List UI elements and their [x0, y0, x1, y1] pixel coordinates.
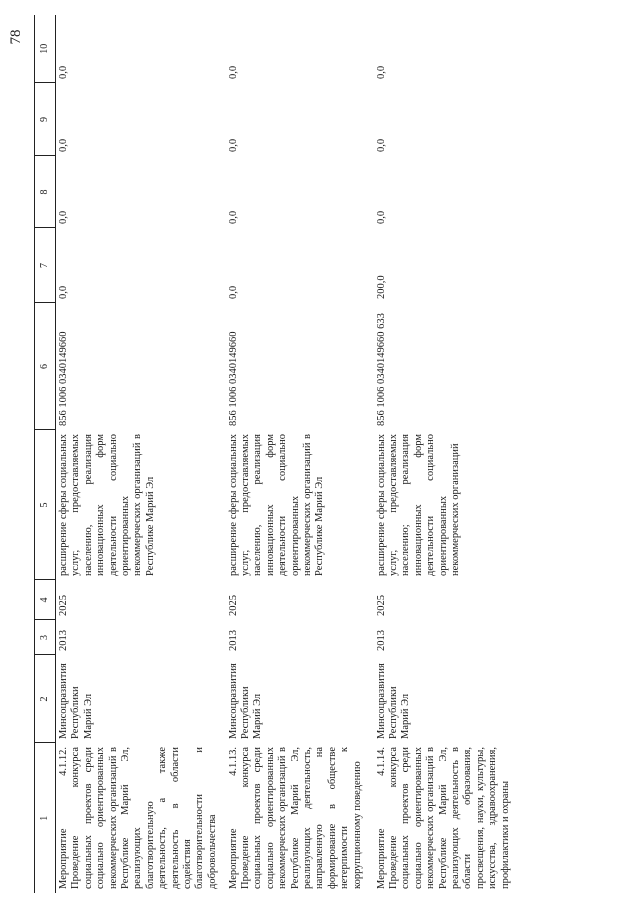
event-cell: Мероприятие 4.1.14. Проведение конкурса социальных проектов среди социально ориентированных некоммерческих организаций в Республике Марий Эл, реализующих деятельность в области образования, просвещения, науки, культуры, искусства, здравоохранения, профилактики и охраны — [375, 747, 511, 889]
value-cell-8: 0,0 — [375, 210, 387, 224]
end-year-cell: 2025 — [227, 595, 239, 616]
table-row — [374, 15, 514, 893]
col-header-9: 9 — [35, 83, 56, 156]
end-year-cell: 2025 — [375, 595, 387, 616]
value-cell-7: 0,0 — [227, 285, 239, 299]
page-number: 78 — [8, 29, 24, 45]
start-year-cell: 2013 — [227, 630, 239, 651]
col-header-3: 3 — [35, 620, 56, 655]
col-header-1: 1 — [35, 743, 56, 893]
value-cell-10: 0,0 — [375, 65, 387, 79]
table-row — [226, 15, 374, 893]
value-cell-9: 0,0 — [375, 138, 387, 152]
budget-code-cell: 856 1006 0340149660 — [58, 331, 69, 426]
column-number-row — [35, 15, 56, 893]
value-cell-10: 0,0 — [58, 65, 69, 79]
budget-code-cell: 856 1006 0340149660 — [227, 331, 239, 426]
expected-result-cell: расширение сферы социальных услуг, предоставляемых населению, реализация инновационных форм деятельности социально ориентированных некоммерческих организаций в Республике Марий Эл — [58, 434, 156, 576]
col-header-5: 5 — [35, 430, 56, 580]
program-events-table — [34, 15, 514, 893]
value-cell-9: 0,0 — [227, 138, 239, 152]
start-year-cell: 2013 — [375, 630, 387, 651]
start-year-cell: 2013 — [58, 630, 69, 651]
event-cell: Мероприятие 4.1.12. Проведение конкурса социальных проектов среди социально ориентированных некоммерческих организаций в Республике Марий Эл, реализующих благотворительную деятельность, а также деятельность в области содействия благотворительности и добровольчества — [58, 747, 218, 889]
value-cell-7: 200,0 — [375, 275, 387, 299]
executor-cell: Минсоцразвития Республики Марий Эл — [227, 663, 264, 739]
executor-cell: Минсоцразвития Республики Марий Эл — [375, 663, 412, 739]
event-cell: Мероприятие 4.1.13. Проведение конкурса социальных проектов среди социально ориентированных некоммерческих организаций в Республике Марий Эл, реализующих деятельность, направленную на формирование в обществе нетерпимости к коррупционному поведению — [227, 747, 363, 889]
expected-result-cell: расширение сферы социальных услуг, предоставляемых населению; реализация инновационных форм деятельности социально ориентированных некоммерческих организаций — [375, 434, 461, 576]
col-header-4: 4 — [35, 580, 56, 620]
value-cell-7: 0,0 — [58, 285, 69, 299]
col-header-2: 2 — [35, 655, 56, 743]
end-year-cell: 2025 — [58, 595, 69, 616]
value-cell-10: 0,0 — [227, 65, 239, 79]
value-cell-8: 0,0 — [227, 210, 239, 224]
executor-cell: Минсоцразвития Республики Марий Эл — [58, 663, 94, 739]
budget-code-cell: 856 1006 0340149660 633 — [375, 313, 387, 426]
table-row — [56, 15, 226, 893]
value-cell-8: 0,0 — [58, 210, 69, 224]
value-cell-9: 0,0 — [58, 138, 69, 152]
col-header-10: 10 — [35, 15, 56, 83]
col-header-7: 7 — [35, 228, 56, 303]
expected-result-cell: расширение сферы социальных услуг, предоставляемых населению, реализация инновационных форм деятельности социально ориентированных некоммерческих организаций в Республике Марий Эл — [227, 434, 326, 576]
col-header-6: 6 — [35, 303, 56, 430]
col-header-8: 8 — [35, 156, 56, 228]
